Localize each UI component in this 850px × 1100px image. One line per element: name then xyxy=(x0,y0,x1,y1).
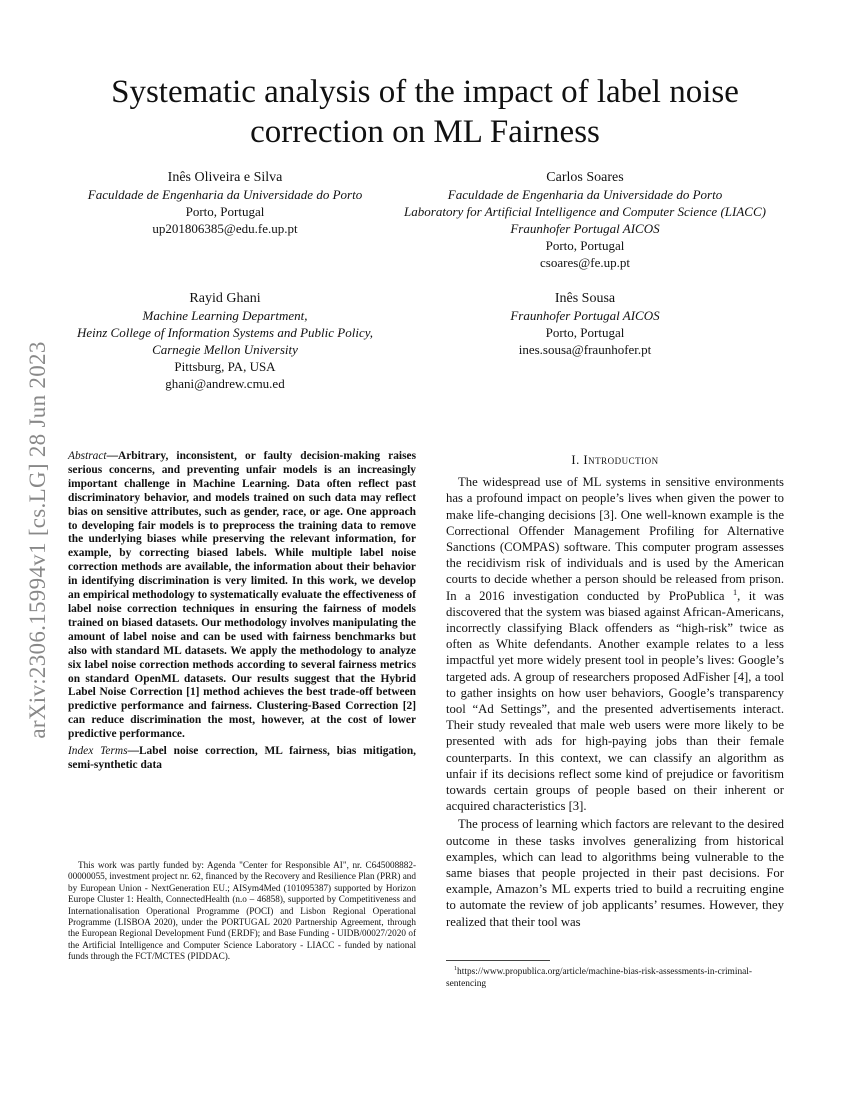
author-affiliation: Laboratory for Artificial Intelligence and Computer Science (LIACC) xyxy=(404,204,766,219)
abstract-dash: — xyxy=(106,450,118,462)
intro-paragraph-2: The process of learning which factors are relevant to the desired outcome in these tasks involves generalizing from historical examples, which can lead to algorithms being vulnerable to the same biases that people projected in their past decisions. For example, Amazon’s ML experts tried to build a recruiting engine to automate the review of job applicants’ resumes. However, they realized that their tool was xyxy=(446,817,784,929)
footnote-ref: 1 xyxy=(732,587,738,597)
author-name: Inês Oliveira e Silva xyxy=(167,170,283,185)
author-block-3 xyxy=(60,290,390,392)
author-affiliation: Heinz College of Information Systems and Public Policy, xyxy=(76,325,374,340)
arxiv-sidebar xyxy=(18,300,58,780)
author-name: Rayid Ghani xyxy=(189,291,261,306)
author-name: Carlos Soares xyxy=(546,170,624,185)
author-affiliation: Machine Learning Department, xyxy=(142,308,308,323)
author-affiliation: Fraunhofer Portugal AICOS xyxy=(510,308,660,323)
author-affiliation: Faculdade de Engenharia da Universidade do Porto xyxy=(87,187,363,202)
right-column xyxy=(446,452,784,932)
author-location: Pittsburg, PA, USA xyxy=(174,359,276,374)
author-name: Inês Sousa xyxy=(554,291,616,306)
arxiv-identifier: arXiv:2306.15994v1 [cs.LG] 28 Jun 2023 xyxy=(25,341,50,739)
author-affiliation: Fraunhofer Portugal AICOS xyxy=(510,221,660,236)
author-location: Porto, Portugal xyxy=(545,238,625,253)
footnote-rule xyxy=(446,960,550,961)
author-email: ghani@andrew.cmu.ed xyxy=(165,376,285,391)
index-terms-label: Index Terms xyxy=(68,745,128,758)
abstract-label: Abstract xyxy=(68,450,107,462)
author-block-2 xyxy=(380,169,790,271)
intro-paragraph-1-text: The widespread use of ML systems in sensitive environments has a profound impact on people’s lives when given the power to make life-changing decisions [3]. One well-known example is the Correctional Offender Management Profiling for Alternative Sanctions (COMPAS) software. This computer program assesses the recidivism risk of individuals and is used by the American courts to decide whether a person should be released from prison. In a 2016 investigation conducted by ProPublica xyxy=(446,475,784,603)
section-heading-introduction: I. Introduction xyxy=(571,453,659,467)
author-email: csoares@fe.up.pt xyxy=(540,255,630,270)
footnote-url: https://www.propublica.org/article/machine-bias-risk-assessments-in-criminal-sentencing xyxy=(446,967,753,989)
author-block-1 xyxy=(60,169,390,237)
intro-paragraph-1-text-cont: , it was discovered that the system was biased against African-Americans, incorrectly classifying Black offenders as “high-risk” twice as often as White defendants. Another example relates to a less impactful yet more widely present tool in people’s lives: Google’s targeted ads. A group of researchers proposed AdFisher [4], a tool to gather insights on how user behaviors, Google’s transparency tool “Ad Settings”, and the presented advertisements interact. Their study revealed that male web users were more likely to be presented with ads for high-paying jobs than their female counterparts. In this context, we can classify an algorithm as unfair if its decisions reflect some kind of prejudice or favoritism towards certain groups of people based on their inherent or acquired characteristics [3]. xyxy=(446,588,784,814)
author-affiliation: Faculdade de Engenharia da Universidade do Porto xyxy=(447,187,723,202)
author-affiliation: Carnegie Mellon University xyxy=(152,342,298,357)
author-email: up201806385@edu.fe.up.pt xyxy=(152,221,298,236)
footnote xyxy=(446,966,784,990)
index-terms-text: Label noise correction, ML fairness, bias mitigation, semi-synthetic data xyxy=(68,745,416,771)
paper-title: Systematic analysis of the impact of label noise correction on ML Fairness xyxy=(111,74,739,150)
author-location: Porto, Portugal xyxy=(185,204,265,219)
intro-paragraph-1 xyxy=(446,474,784,814)
index-terms xyxy=(68,745,416,773)
author-email: ines.sousa@fraunhofer.pt xyxy=(518,342,652,357)
left-column xyxy=(68,450,416,773)
abstract-text: Arbitrary, inconsistent, or faulty decision-making raises serious concerns, and preventing unfair models is an increasingly important challenge in Machine Learning. Data often reflect past discriminatory behavior, and models trained on such data may reflect bias on sensitive attributes, such as gender, race, or age. One approach to developing fair models is to preprocess the training data to remove the underlying biases while preserving the relevant information, for example, by correcting biased labels. While multiple label noise correction methods are available, the information about their behavior in identifying discrimination is very limited. In this work, we develop an empirical methodology to systematically evaluate the effectiveness of label noise correction techniques in ensuring the fairness of models trained on biased datasets. Our methodology involves manipulating the amount of label noise and can be used with fairness benchmarks but also with standard ML datasets. We apply the methodology to analyze six label noise correction methods according to several fairness metrics on standard OpenML datasets. Our results suggest that the Hybrid Label Noise Correction [1] method achieves the best trade-off between predictive performance and fairness. Clustering-Based Correction [2] can reduce discrimination the most, however, at the cost of lower predictive performance. xyxy=(68,450,416,741)
author-location: Porto, Portugal xyxy=(545,325,625,340)
author-block-4 xyxy=(420,290,750,358)
abstract xyxy=(68,450,416,742)
index-terms-dash: — xyxy=(127,745,139,758)
funding-note: This work was partly funded by: Agenda "Center for Responsible AI", nr. C645008882-00000055, investment project nr. 62, financed by the Recovery and Resilience Plan (PRR) and by European Union - NextGeneration EU.; AISym4Med (101095387) supported by Horizon Europe Cluster 1: Health, ConnectedHealth (n.o – 46858), supported by Competitiveness and Internationalisation Operational Programme (POCI) and Lisbon Regional Operational Programme (LISBOA 2020), under the PORTUGAL 2020 Partnership Agreement, through the European Regional Development Fund (ERDF); and Base Funding - UIDB/00027/2020 of the Artificial Intelligence and Computer Science Laboratory - LIACC - funded by national funds through the FCT/MCTES (PIDDAC). xyxy=(68,860,416,962)
footnote-marker: 1 xyxy=(454,965,458,972)
